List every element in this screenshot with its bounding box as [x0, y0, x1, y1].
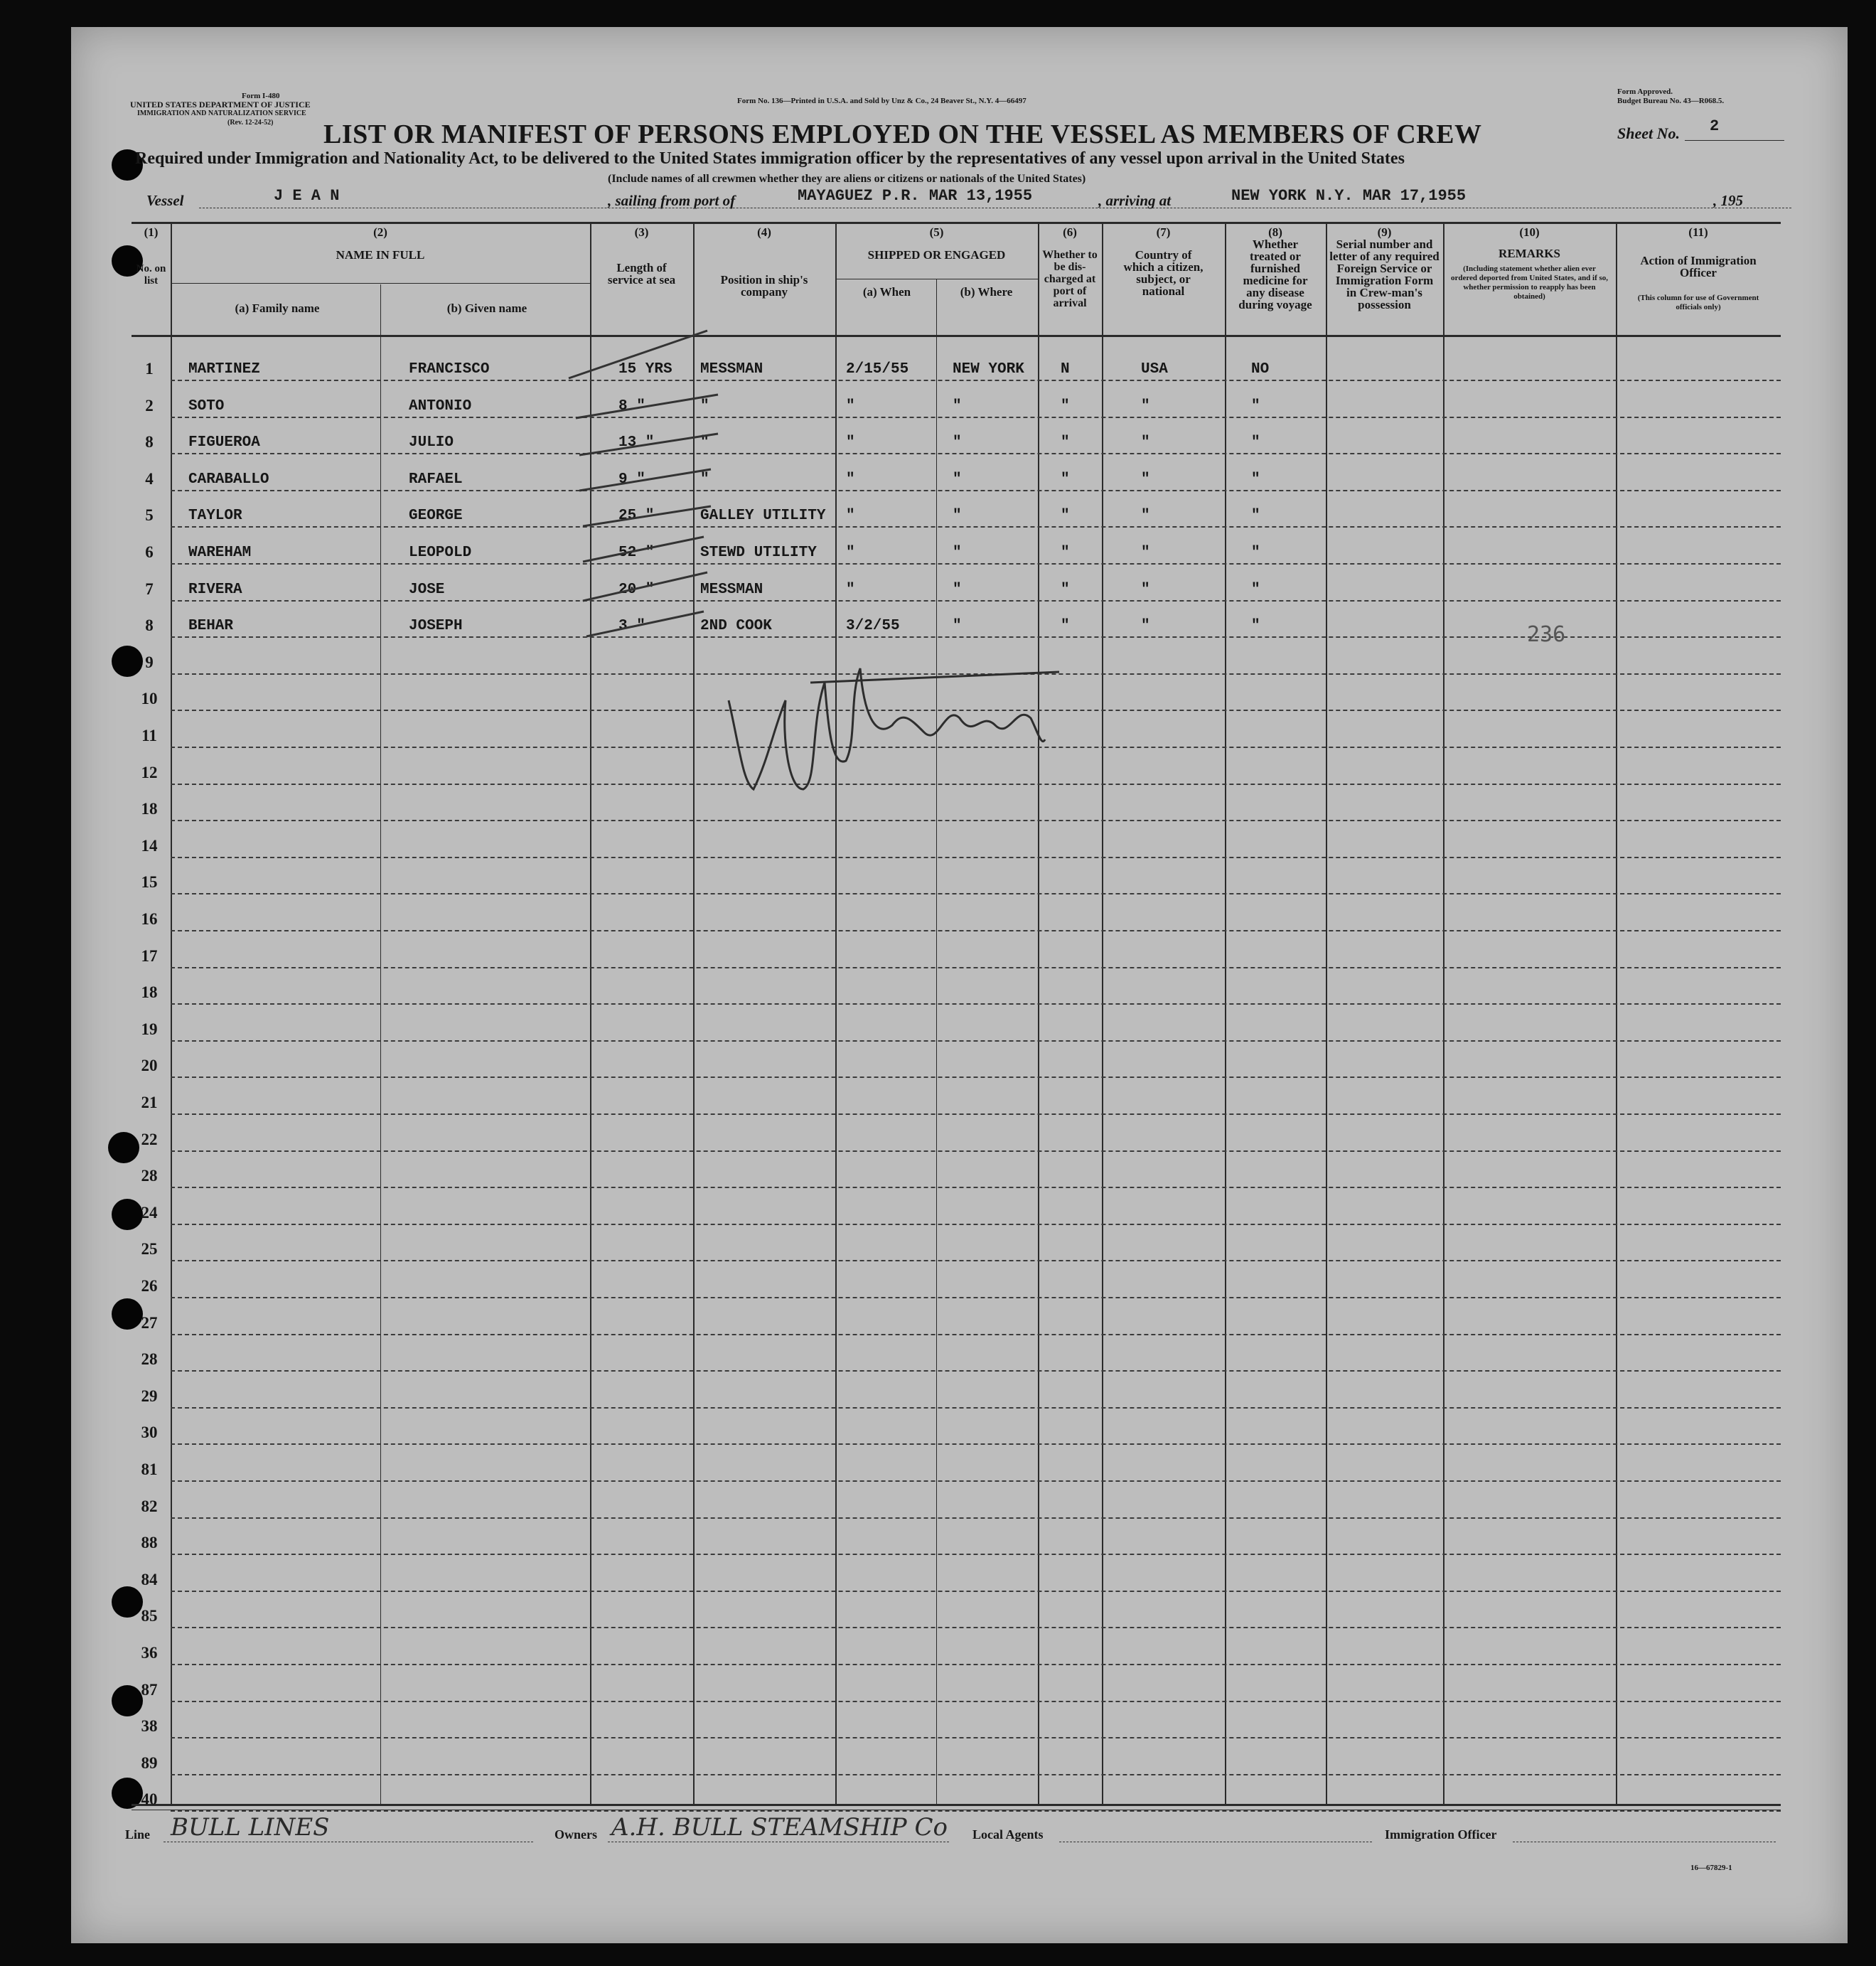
- given-name-cell: ANTONIO: [409, 398, 472, 415]
- row-number: 82: [141, 1497, 158, 1515]
- shipped-where-cell: ": [953, 618, 962, 634]
- family-name-cell: TAYLOR: [188, 508, 242, 524]
- row-number: 27: [141, 1314, 158, 1332]
- sheet-number: 2: [1710, 117, 1720, 135]
- shipped-where-cell: ": [953, 398, 962, 415]
- shipped-where-cell: ": [953, 434, 962, 451]
- given-name-cell: JULIO: [409, 434, 454, 451]
- family-name-cell: BEHAR: [188, 618, 234, 634]
- row-number: 36: [141, 1644, 158, 1662]
- row-number: 84: [141, 1571, 158, 1588]
- shipped-where-cell: NEW YORK: [953, 361, 1024, 378]
- col8-number: (8): [1268, 225, 1282, 239]
- service-length-cell: 13 ": [618, 434, 655, 451]
- official-signature: [729, 668, 1059, 789]
- col10-header: REMARKS: [1499, 247, 1560, 260]
- position-cell: GALLEY UTILITY: [700, 508, 826, 524]
- family-name-cell: WAREHAM: [188, 545, 252, 561]
- col7-header: Country of which a citizen, subject, or national: [1123, 248, 1204, 298]
- col10-number: (10): [1519, 225, 1540, 239]
- row-number: 89: [141, 1754, 158, 1772]
- shipped-when-cell: ": [846, 545, 855, 561]
- medicine-cell: ": [1251, 471, 1260, 488]
- position-cell: STEWD UTILITY: [700, 545, 817, 561]
- arriving-at: NEW YORK N.Y. MAR 17,1955: [1231, 187, 1467, 205]
- crossout-stroke: [586, 611, 704, 636]
- line-label: Line: [125, 1827, 151, 1842]
- shipped-when-cell: ": [846, 508, 855, 524]
- crossout-stroke: [569, 331, 707, 378]
- shipped-when-cell: ": [846, 398, 855, 415]
- row-number: 81: [141, 1460, 158, 1478]
- country-cell: ": [1141, 582, 1150, 598]
- crossout-stroke: [583, 506, 711, 526]
- arriving-label: , arriving at: [1098, 192, 1172, 209]
- family-name-cell: MARTINEZ: [188, 361, 260, 378]
- vessel-name: J E A N: [274, 187, 340, 205]
- position-cell: ": [700, 398, 709, 415]
- revision: (Rev. 12-24-52): [227, 119, 274, 127]
- row-number: 18: [141, 983, 158, 1001]
- row-number: 40: [141, 1790, 158, 1808]
- form-approved: Form Approved.: [1617, 87, 1673, 96]
- crossout-stroke: [583, 537, 704, 562]
- owners-label: Owners: [554, 1827, 597, 1842]
- row-number: 19: [141, 1020, 158, 1038]
- col5b-header: (b) Where: [960, 285, 1013, 299]
- row-number: 16: [141, 910, 158, 928]
- family-name-cell: FIGUEROA: [188, 434, 260, 451]
- country-cell: ": [1141, 508, 1150, 524]
- col2-header: NAME IN FULL: [336, 248, 425, 262]
- shipped-when-cell: ": [846, 471, 855, 488]
- position-cell: MESSMAN: [700, 361, 763, 378]
- line-value: BULL LINES: [171, 1813, 330, 1842]
- row-number: 21: [141, 1094, 158, 1111]
- col5-header: SHIPPED OR ENGAGED: [867, 248, 1006, 262]
- row-number: 30: [141, 1423, 158, 1441]
- crossout-stroke: [579, 434, 718, 455]
- crossout-stroke: [579, 469, 711, 491]
- shipped-when-cell: 3/2/55: [846, 618, 900, 634]
- year-suffix: , 195: [1713, 192, 1743, 209]
- family-name-cell: SOTO: [188, 398, 225, 415]
- discharged-cell: ": [1061, 398, 1070, 415]
- col4-number: (4): [757, 225, 771, 239]
- col1-number: (1): [144, 225, 159, 239]
- col2b-header: (b) Given name: [446, 301, 527, 315]
- col9-number: (9): [1377, 225, 1392, 239]
- discharged-cell: N: [1061, 361, 1070, 378]
- row-number: 85: [141, 1607, 158, 1625]
- country-cell: ": [1141, 471, 1150, 488]
- page-title: LIST OR MANIFEST OF PERSONS EMPLOYED ON THE VESSEL AS MEMBERS OF CREW: [323, 119, 1482, 149]
- row-number: 26: [141, 1277, 158, 1295]
- budget-bureau: Budget Bureau No. 43—R068.5.: [1617, 97, 1725, 105]
- row-number: 12: [141, 764, 158, 781]
- position-cell: 2ND COOK: [700, 618, 772, 634]
- medicine-cell: NO: [1251, 361, 1270, 378]
- service-length-cell: 15 YRS: [618, 361, 672, 378]
- row-number: 18: [141, 800, 158, 818]
- shipped-when-cell: ": [846, 434, 855, 451]
- discharged-cell: ": [1061, 545, 1070, 561]
- immigration-officer-label: Immigration Officer: [1385, 1827, 1497, 1842]
- position-cell: MESSMAN: [700, 582, 763, 598]
- position-cell: ": [700, 434, 709, 451]
- row-number: 88: [141, 1534, 158, 1551]
- shipped-where-cell: ": [953, 582, 962, 598]
- discharged-cell: ": [1061, 434, 1070, 451]
- subtitle: Required under Immigration and Nationality Act, to be delivered to the United States immigration officer by the representatives of any vessel upon arrival in the United States: [135, 149, 1405, 168]
- row-number: 8: [145, 616, 154, 634]
- shipped-where-cell: ": [953, 471, 962, 488]
- col3-number: (3): [634, 225, 649, 239]
- local-agents-label: Local Agents: [972, 1827, 1044, 1842]
- col1-header: No. on list: [136, 263, 166, 287]
- col7-number: (7): [1156, 225, 1171, 239]
- col6-number: (6): [1063, 225, 1077, 239]
- sheet-label: Sheet No.: [1617, 124, 1680, 142]
- given-name-cell: FRANCISCO: [409, 361, 490, 378]
- col4-header: Position in ship's company: [720, 273, 808, 299]
- row-number: 28: [141, 1167, 158, 1185]
- country-cell: ": [1141, 618, 1150, 634]
- position-cell: ": [700, 471, 709, 488]
- medicine-cell: ": [1251, 582, 1260, 598]
- country-cell: ": [1141, 545, 1150, 561]
- given-name-cell: LEOPOLD: [409, 545, 472, 561]
- col10-note: (Including statement whether alien ever ordered deported from United States, and if so, whether permission to reapply has been obtained): [1450, 265, 1609, 301]
- col11-header: Action of Immigration Officer: [1640, 254, 1757, 279]
- row-number: 25: [141, 1240, 158, 1258]
- sailing-from: MAYAGUEZ P.R. MAR 13,1955: [798, 187, 1033, 205]
- family-name-cell: RIVERA: [188, 582, 242, 598]
- vessel-label: Vessel: [146, 192, 184, 209]
- shipped-where-cell: ": [953, 545, 962, 561]
- discharged-cell: ": [1061, 471, 1070, 488]
- medicine-cell: ": [1251, 545, 1260, 561]
- medicine-cell: ": [1251, 434, 1260, 451]
- service-length-cell: 3 ": [618, 618, 645, 634]
- discharged-cell: ": [1061, 618, 1070, 634]
- crossout-stroke: [583, 572, 707, 601]
- col11-note: (This column for use of Government officials only): [1637, 294, 1759, 311]
- col5-number: (5): [929, 225, 944, 239]
- discharged-cell: ": [1061, 582, 1070, 598]
- form-id: Form I-480: [242, 92, 280, 100]
- col2a-header: (a) Family name: [235, 301, 320, 315]
- medicine-cell: ": [1251, 618, 1260, 634]
- owners-value: A.H. BULL STEAMSHIP Co: [611, 1813, 948, 1842]
- row-number: 87: [141, 1681, 158, 1699]
- shipped-when-cell: ": [846, 582, 855, 598]
- col8-header: Whether treated or furnished medicine for any disease during voyage: [1238, 237, 1312, 311]
- given-name-cell: JOSEPH: [409, 618, 463, 634]
- country-cell: USA: [1141, 361, 1168, 378]
- given-name-cell: RAFAEL: [409, 471, 463, 488]
- medicine-cell: ": [1251, 398, 1260, 415]
- row-number: 2: [145, 397, 154, 415]
- form-code: 16—67829-1: [1690, 1864, 1732, 1872]
- given-name-cell: JOSE: [409, 582, 445, 598]
- row-number: 4: [145, 470, 154, 488]
- col2-number: (2): [373, 225, 387, 239]
- row-number: 10: [141, 690, 158, 707]
- row-number: 24: [141, 1204, 158, 1222]
- country-cell: ": [1141, 434, 1150, 451]
- remarks-stamp: 236: [1527, 622, 1566, 647]
- family-name-cell: CARABALLO: [188, 471, 269, 488]
- crossout-stroke: [576, 395, 718, 418]
- row-number: 11: [141, 727, 157, 744]
- col9-header: Serial number and letter of any required Foreign Service or Immigration Form in Crew-man's possession: [1329, 237, 1440, 311]
- service-length-cell: 25 ": [618, 508, 655, 524]
- service-length-cell: 20 ": [618, 582, 655, 598]
- col11-number: (11): [1688, 225, 1708, 239]
- row-number: 7: [145, 580, 154, 598]
- row-number: 5: [145, 506, 154, 524]
- crew-note: (Include names of all crewmen whether they are aliens or citizens or nationals of the United States): [608, 173, 1086, 185]
- row-number: 22: [141, 1131, 158, 1148]
- row-number: 20: [141, 1057, 158, 1074]
- row-number: 29: [141, 1387, 158, 1405]
- service-length-cell: 52 ": [618, 545, 655, 561]
- row-number: 17: [141, 947, 158, 965]
- sailing-label: , sailing from port of: [608, 192, 736, 209]
- given-name-cell: GEORGE: [409, 508, 463, 524]
- row-number: 6: [145, 543, 154, 561]
- row-number: 14: [141, 837, 158, 855]
- country-cell: ": [1141, 398, 1150, 415]
- service-length-cell: 8 ": [618, 398, 645, 415]
- printer-line: Form No. 136—Printed in U.S.A. and Sold by Unz & Co., 24 Beaver St., N.Y. 4—66497: [737, 97, 1027, 105]
- col6-header: Whether to be dis-charged at port of arrival: [1042, 249, 1098, 309]
- row-number: 28: [141, 1350, 158, 1368]
- row-number: 8: [145, 433, 154, 451]
- col3-header: Length of service at sea: [607, 261, 676, 287]
- row-number: 9: [145, 653, 154, 671]
- row-number: 38: [141, 1717, 158, 1735]
- col5a-header: (a) When: [862, 285, 911, 299]
- shipped-where-cell: ": [953, 508, 962, 524]
- medicine-cell: ": [1251, 508, 1260, 524]
- department: UNITED STATES DEPARTMENT OF JUSTICE: [130, 100, 311, 109]
- row-number: 1: [145, 360, 154, 378]
- service: IMMIGRATION AND NATURALIZATION SERVICE: [137, 109, 306, 117]
- discharged-cell: ": [1061, 508, 1070, 524]
- row-number: 15: [141, 873, 158, 891]
- service-length-cell: 9 ": [618, 471, 645, 488]
- shipped-when-cell: 2/15/55: [846, 361, 909, 378]
